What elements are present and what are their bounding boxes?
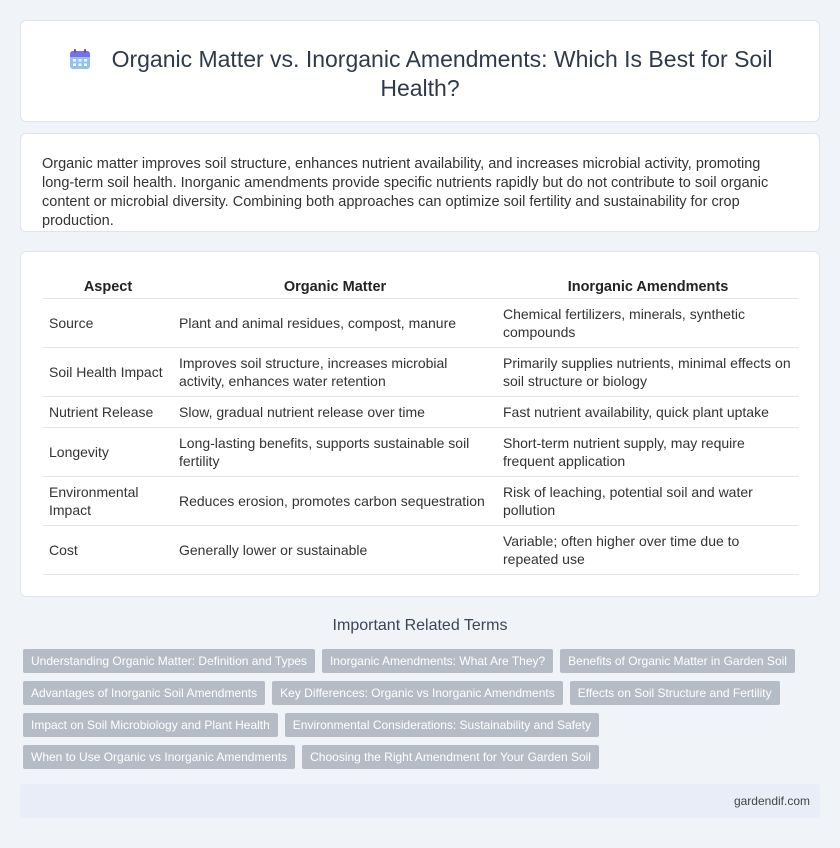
table-row: [43, 298, 799, 347]
footer-site-link[interactable]: gardendif.com: [733, 794, 810, 808]
table-cell: Environmental Impact: [43, 476, 173, 525]
related-term-chip[interactable]: Impact on Soil Microbiology and Plant Health: [23, 713, 278, 737]
page-title-wrap: [51, 45, 789, 103]
related-term-chip[interactable]: Advantages of Inorganic Soil Amendments: [23, 681, 265, 705]
header-organic: Organic Matter: [173, 277, 497, 298]
table-cell: Short-term nutrient supply, may require frequent application: [497, 427, 799, 476]
comparison-table-card: [20, 251, 820, 597]
table-header-row: [43, 277, 799, 298]
table-cell: Nutrient Release: [43, 396, 173, 427]
table-row: [43, 347, 799, 396]
table-cell: Variable; often higher over time due to repeated use: [497, 525, 799, 574]
related-term-chip[interactable]: Key Differences: Organic vs Inorganic Amendments: [272, 681, 563, 705]
related-term-chip[interactable]: Choosing the Right Amendment for Your Garden Soil: [302, 745, 599, 769]
table-cell: Slow, gradual nutrient release over time: [173, 396, 497, 427]
header-aspect: Aspect: [43, 277, 173, 298]
calendar-icon: [68, 47, 92, 71]
table-cell: Longevity: [43, 427, 173, 476]
table-cell: Chemical fertilizers, minerals, synthetic compounds: [497, 298, 799, 347]
table-cell: Source: [43, 298, 173, 347]
related-term-chip[interactable]: Environmental Considerations: Sustainability and Safety: [285, 713, 599, 737]
table-cell: Cost: [43, 525, 173, 574]
table-cell: Risk of leaching, potential soil and water pollution: [497, 476, 799, 525]
table-cell: Generally lower or sustainable: [173, 525, 497, 574]
table-cell: Reduces erosion, promotes carbon sequestration: [173, 476, 497, 525]
related-terms-title: Important Related Terms: [332, 617, 508, 634]
table-cell: Improves soil structure, increases microbial activity, enhances water retention: [173, 347, 497, 396]
table-cell: Long-lasting benefits, supports sustainable soil fertility: [173, 427, 497, 476]
page-title: Organic Matter vs. Inorganic Amendments: Which Is Best for Soil Health?: [111, 46, 773, 101]
intro-paragraph: Organic matter improves soil structure, enhances nutrient availability, and increases microbial activity, promoting long-term soil health. Inorganic amendments provide specific nutrients rapidly but do not contribute to soil organic content or microbial diversity. Combining both approaches can optimize soil fertility and sustainability for crop production.: [42, 156, 769, 229]
related-term-chip[interactable]: Benefits of Organic Matter in Garden Soil: [560, 649, 795, 673]
table-row: [43, 427, 799, 476]
related-term-chip[interactable]: Understanding Organic Matter: Definition and Types: [23, 649, 315, 673]
header-inorganic: Inorganic Amendments: [497, 277, 799, 298]
table-row: [43, 396, 799, 427]
related-term-chip[interactable]: Inorganic Amendments: What Are They?: [322, 649, 553, 673]
related-terms-list: [23, 649, 823, 777]
intro-card: [20, 133, 820, 232]
table-cell: Plant and animal residues, compost, manure: [173, 298, 497, 347]
table-cell: Primarily supplies nutrients, minimal effects on soil structure or biology: [497, 347, 799, 396]
table-cell: Fast nutrient availability, quick plant uptake: [497, 396, 799, 427]
related-term-chip[interactable]: Effects on Soil Structure and Fertility: [570, 681, 780, 705]
title-card: [20, 20, 820, 122]
related-term-chip[interactable]: When to Use Organic vs Inorganic Amendments: [23, 745, 295, 769]
table-row: [43, 525, 799, 574]
table-row: [43, 476, 799, 525]
comparison-table: [43, 277, 799, 575]
footer: [20, 784, 820, 818]
table-cell: Soil Health Impact: [43, 347, 173, 396]
